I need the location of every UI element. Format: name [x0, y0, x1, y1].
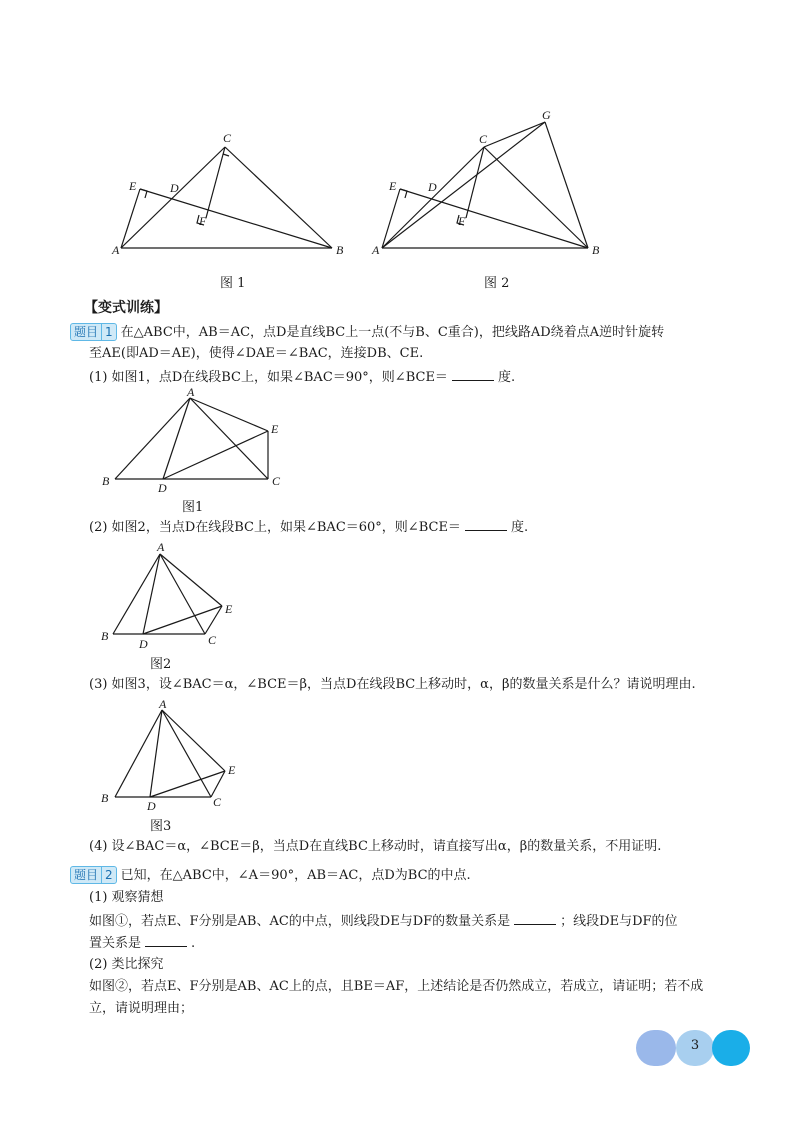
problem1-figure-1-caption: 图1 — [182, 500, 204, 515]
problem2-badge: 题目 2 — [70, 866, 117, 884]
fig2-label-g: G — [542, 108, 551, 122]
problem2-sub2-line2: 立，请说明理由； — [89, 1001, 194, 1016]
problem2-sub2-line1: 如图②，若点E、F分别是AB、AC上的点，且BE＝AF，上述结论是否仍然成立，若成立，请证明；若不成 — [89, 979, 704, 994]
fig2-label-d: D — [428, 180, 437, 194]
problem2-line1: 题目 2 已知，在△ABC中，∠A＝90°，AB＝AC，点D为BC的中点. — [70, 866, 471, 885]
p1f2-label-c: C — [208, 633, 217, 647]
p1f3-label-c: C — [213, 795, 222, 809]
problem1-q4: (4) 设∠BAC＝α，∠BCE＝β，当点D在直线BC上移动时，请直接写出α，β的数量关系，不用证明. — [89, 839, 662, 854]
problem1-q2: (2) 如图2，当点D在线段BC上，如果∠BAC＝60°，则∠BCE＝ 度. — [89, 520, 529, 535]
p1f3-label-b: B — [101, 791, 109, 805]
problem1-line2: 至AE(即AD＝AE)，使得∠DAE＝∠BAC，连接DB、CE. — [89, 346, 424, 361]
answer-blank[interactable] — [452, 368, 494, 381]
fig1-label-f: F — [199, 214, 207, 228]
answer-blank[interactable] — [465, 518, 507, 531]
problem1-q1: (1) 如图1，点D在线段BC上，如果∠BAC＝90°，则∠BCE＝ 度. — [89, 370, 516, 385]
p1f3-label-a: A — [159, 697, 167, 711]
problem2-sub1-line2: 置关系是 . — [89, 936, 196, 951]
page-number-decoration-right — [712, 1030, 750, 1066]
problem1-figure-3 — [95, 694, 245, 814]
p1f1-label-d: D — [158, 481, 167, 495]
p1f2-label-b: B — [101, 629, 109, 643]
problem1-figure-3-caption: 图3 — [150, 819, 172, 834]
top-figure-1-caption: 图 1 — [220, 276, 246, 291]
answer-blank[interactable] — [514, 912, 556, 925]
p1f2-label-e: E — [225, 602, 233, 616]
fig2-label-c: C — [479, 132, 488, 146]
p1f1-label-c: C — [272, 474, 281, 488]
p1f2-label-d: D — [139, 637, 148, 651]
p1f1-label-e: E — [271, 422, 279, 436]
top-figure-2 — [370, 105, 610, 265]
problem2-sub2-title: (2) 类比探究 — [89, 957, 164, 972]
fig2-label-f: F — [458, 214, 466, 228]
top-figure-2-caption: 图 2 — [484, 276, 510, 291]
fig1-label-a: A — [112, 243, 120, 257]
answer-blank[interactable] — [145, 934, 187, 947]
fig1-label-c: C — [223, 131, 232, 145]
p1f3-label-d: D — [147, 799, 156, 813]
p1f1-label-b: B — [102, 474, 110, 488]
fig1-label-e: E — [129, 179, 137, 193]
fig2-label-a: A — [372, 243, 380, 257]
p1f3-label-e: E — [228, 763, 236, 777]
problem1-figure-2-caption: 图2 — [150, 657, 172, 672]
problem2-sub1-line1: 如图①，若点E、F分别是AB、AC的中点，则线段DE与DF的数量关系是 ；线段DE与DF的位 — [89, 914, 678, 929]
p1f2-label-a: A — [157, 540, 165, 554]
section-title: 【变式训练】 — [84, 300, 168, 316]
problem1-figure-1 — [100, 385, 290, 495]
problem2-sub1-title: (1) 观察猜想 — [89, 890, 164, 905]
problem1-badge: 题目 1 — [70, 323, 117, 341]
problem1-q3: (3) 如图3，设∠BAC＝α，∠BCE＝β，当点D在线段BC上移动时，α，β的数量关系是什么？请说明理由. — [89, 677, 696, 692]
page-number: 3 — [690, 1038, 700, 1053]
page-number-decoration-left — [636, 1030, 676, 1066]
problem1-line1: 题目 1 在△ABC中，AB＝AC，点D是直线BC上一点(不与B、C重合)，把线路AD绕着点A逆时针旋转 — [70, 323, 664, 342]
p1f1-label-a: A — [187, 385, 195, 399]
top-figure-1 — [110, 130, 360, 265]
fig2-label-b: B — [592, 243, 600, 257]
fig1-label-d: D — [170, 181, 179, 195]
problem1-figure-2 — [95, 538, 245, 653]
fig1-label-b: B — [336, 243, 344, 257]
fig2-label-e: E — [389, 179, 397, 193]
